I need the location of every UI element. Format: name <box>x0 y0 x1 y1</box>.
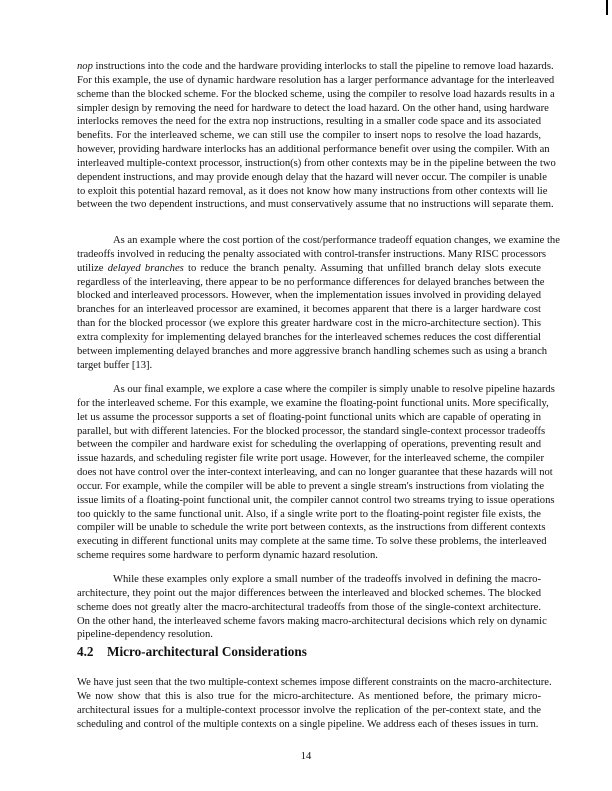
text-line: tradeoffs involved in reducing the penalty associated with control-transfer instructions. Many RISC processors <box>77 248 547 260</box>
text-line: compiler will be unable to schedule the write port between contexts, as the instructions from different contexts <box>77 522 546 534</box>
text-line: benefits. For the interleaved scheme, we can still use the compiler to insert nops to resolve the load hazards, <box>77 130 541 142</box>
text-line: to exploit this potential hazard removal, as it does not know how many instructions from other contexts will lie <box>77 185 548 197</box>
text-line: target buffer [13]. <box>77 359 153 371</box>
scan-mark <box>606 0 608 15</box>
text-line: On the other hand, the interleaved scheme favors making macro-architectural decisions which rely on dynamic <box>77 615 547 627</box>
text-line: For this example, the use of dynamic hardware resolution has a larger performance advantage for the interleaved <box>77 74 555 86</box>
section-number: 4.2 <box>77 644 94 659</box>
text-line: too quickly to the same functional unit. Also, if a single write port to the floating-point register file exists, the <box>77 508 541 520</box>
section-title: Micro-architectural Considerations <box>107 644 307 659</box>
text-line: pipeline-dependency resolution. <box>77 629 213 641</box>
paragraph-2 <box>77 234 560 372</box>
paragraph-1 <box>77 60 556 212</box>
text-line: however, providing hardware interlocks has an additional performance benefit over using the compiler. With an <box>77 144 550 156</box>
text-line: scheduling and control of the multiple contexts on a single pipeline. We address each of theses issues in turn. <box>77 718 539 730</box>
text-line: As an example where the cost portion of the cost/performance tradeoff equation changes, we examine the <box>113 235 560 246</box>
italic-term: nop <box>77 61 93 72</box>
text-line: blocked and interleaved processors. However, when the implementation issues involved in providing delayed <box>77 290 541 302</box>
text-line: parallel, but with different latencies. For the blocked processor, the standard single-context processor tradeoffs <box>77 425 546 437</box>
text-segment: instructions into the code and the hardware providing interlocks to stall the pipeline to remove load hazards. <box>92 61 554 72</box>
text-line: architectural issues for a multiple-context processor involve the replication of the per-context state, and the <box>77 704 541 716</box>
text-line: scheme requires some hardware to perform dynamic hazard resolution. <box>77 550 378 562</box>
paragraph-4 <box>77 573 547 642</box>
text-line: than for the blocked processor (we explore this greater hardware cost in the micro-architecture section). This <box>77 318 541 330</box>
text-line: for the interleaved scheme. For this example, we examine the floating-point functional units. More specifically, <box>77 397 549 409</box>
text-line: does not have control over the inter-context interleaving, and can no longer guarantee that these hazards will not <box>77 467 553 479</box>
text-segment: utilize <box>77 262 108 274</box>
text-line: We have just seen that the two multiple-context schemes impose different constraints on the macro-architecture. <box>77 677 552 688</box>
text-line: branches for an interleaved processor are examined, it becomes apparent that there is a larger hardware cost <box>77 304 541 316</box>
text-line: executing in different functional units may complete at the same time. To solve these problems, the interleaved <box>77 536 547 548</box>
text-line: While these examples only explore a small number of the tradeoffs involved in defining the macro- <box>113 574 541 585</box>
text-line <box>77 262 541 276</box>
text-line: interleaved multiple-context processor, instruction(s) from other contexts may be in the pipeline between the two <box>77 157 556 169</box>
text-line: between implementing delayed branches and more aggressive branch handling schemes such as using a branch <box>77 345 548 357</box>
text-line: scheme than the blocked scheme. For the blocked scheme, using the compiler to resolve load hazards results in a <box>77 88 555 100</box>
page-number: 14 <box>300 751 312 762</box>
text-line: issue hazards, and scheduling register file write port usage. However, for the interleaved scheme, the compiler <box>77 453 544 465</box>
text-line: issue limits of a floating-point functional unit, the compiler cannot control two streams trying to issue operations <box>77 494 555 506</box>
text-line: interlocks removes the need for the extra nop instructions, resulting in a smaller code space and its associated <box>77 116 541 128</box>
text-line: between the compiler and hardware exist for scheduling the overlapping of operations, preventing result and <box>77 439 541 451</box>
text-line: As our final example, we explore a case where the compiler is simply unable to resolve pipeline hazards <box>113 384 555 395</box>
text-line: between the two dependent instructions, and must conservatively assume that no instructions will separate them. <box>77 199 554 211</box>
section-heading <box>77 644 307 660</box>
paragraph-3 <box>77 383 555 563</box>
text-line: dependent instructions, and may provide enough delay that the hazard will never occur. The compiler is unable <box>77 171 547 183</box>
text-line: let us assume the processor supports a set of floating-point functional units which are capable of operating in <box>77 411 541 423</box>
paragraph-5 <box>77 676 552 731</box>
text-line: extra complexity for implementing delayed branches for the interleaved schemes reduces the cost differential <box>77 331 541 343</box>
text-line: regardless of the interleaving, there appear to be no performance differences for delayed branches between the <box>77 276 545 288</box>
text-segment: to reduce the branch penalty. Assuming that unfilled branch delay slots execute <box>183 262 541 274</box>
text-line: architecture, they point out the major differences between the interleaved and blocked schemes. The blocked <box>77 587 541 599</box>
text-line: scheme does not greatly alter the macro-architectural tradeoffs from those of the single-context architecture. <box>77 601 541 613</box>
text-line: We now show that this is also true for the micro-architecture. As mentioned before, the primary micro- <box>77 690 541 702</box>
text-line: simpler design by removing the need for hardware to detect the load hazard. On the other hand, using hardware <box>77 102 549 114</box>
text-line <box>77 60 554 74</box>
text-line: occur. For example, while the compiler will be able to prevent a single stream's instructions from violating the <box>77 480 545 492</box>
italic-term: delayed branches <box>107 262 184 274</box>
